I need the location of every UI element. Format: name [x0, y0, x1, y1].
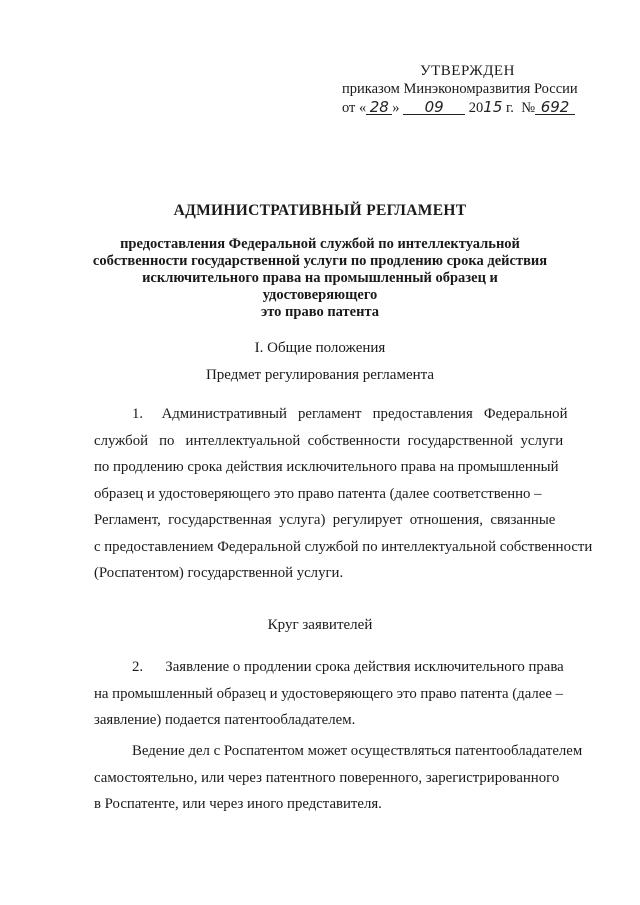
paragraph-line: на промышленный образец и удостоверяющего это право патента (далее – [94, 685, 564, 702]
paragraph-line: Ведение дел с Роспатентом может осуществляться патентообладателем [132, 743, 583, 759]
paragraph-line: 1. Административный регламент предоставления Федеральной [132, 406, 568, 422]
paragraph-line: по продлению срока действия исключительного права на промышленный [94, 459, 559, 475]
paragraph-1 [94, 401, 604, 587]
subtitle-line: исключительного права на промышленный образец и удостоверяющего [142, 270, 498, 303]
order-number-field [535, 98, 575, 115]
approval-order-line: приказом Минэкономразвития России [342, 81, 578, 97]
document-subtitle [90, 236, 550, 321]
paragraph-line: службой по интеллектуальной собственности государственной услуги [94, 432, 564, 449]
paragraph-2 [94, 654, 604, 734]
year-suffix: 15 [483, 98, 503, 116]
paragraph-line: с предоставлением Федеральной службой по интеллектуальной собственности [94, 538, 593, 555]
paragraph-line: Регламент, государственная услуга) регулирует отношения, связанные [94, 512, 556, 528]
paragraph-line: в Роспатенте, или через иного представителя. [94, 796, 382, 812]
date-mid: » [392, 100, 400, 116]
applicants-heading: Круг заявителей [267, 617, 373, 633]
paragraph-line: заявление) подается патентообладателем. [94, 712, 356, 728]
paragraph-line: самостоятельно, или через патентного поверенного, зарегистрированного [94, 769, 560, 786]
approval-title: УТВЕРЖДЕН [420, 63, 515, 79]
date-day-field [366, 98, 392, 115]
subtitle-line: собственности государственной услуги по продлению срока действия [92, 253, 548, 269]
year-label: г. [506, 100, 514, 116]
subtitle-line: предоставления Федеральной службой по интеллектуальной [120, 236, 520, 252]
order-number: 692 [540, 98, 570, 116]
subtitle-line: это право патента [260, 304, 380, 320]
date-day: 28 [369, 98, 389, 116]
paragraph-line: 2. Заявление о продлении срока действия исключительного права [132, 659, 564, 675]
approval-date-line [342, 98, 612, 120]
date-month-field [403, 98, 465, 115]
date-month: 09 [424, 98, 444, 116]
paragraph-line: образец и удостоверяющего это право патента (далее соответственно – [94, 485, 542, 502]
paragraph-line: (Роспатентом) государственной услуги. [94, 565, 344, 581]
date-prefix: от « [342, 100, 367, 116]
section-subheading: Предмет регулирования регламента [205, 367, 435, 383]
section-heading: I. Общие положения [254, 340, 386, 356]
number-label: № [521, 100, 536, 116]
paragraph-3 [94, 738, 604, 818]
document-title: АДМИНИСТРАТИВНЫЙ РЕГЛАМЕНТ [173, 202, 467, 219]
year-prefix: 20 [468, 100, 484, 116]
